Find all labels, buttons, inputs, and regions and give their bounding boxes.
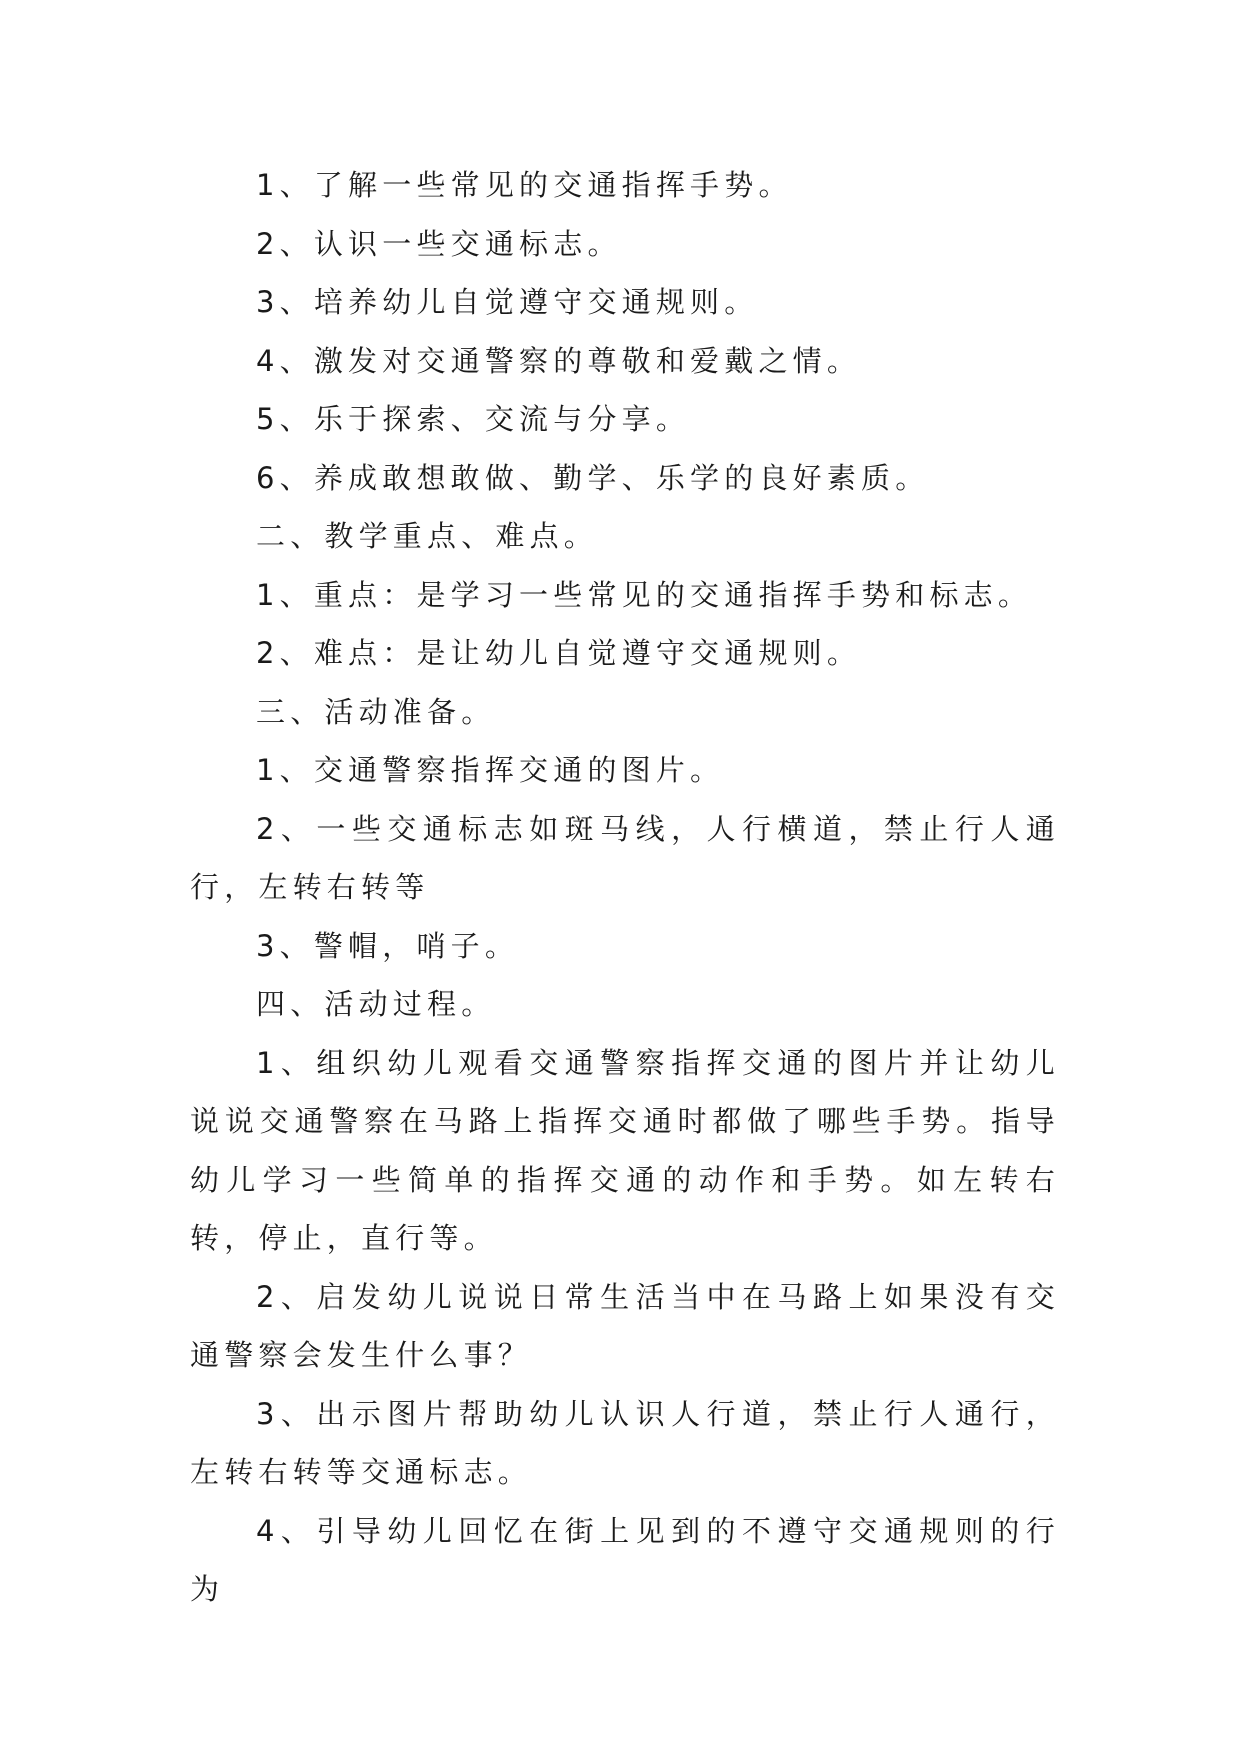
paragraph-process-4: 4、引导幼儿回忆在街上见到的不遵守交通规则的行为 bbox=[190, 1513, 1060, 1606]
paragraph-process-3: 3、出示图片帮助幼儿认识人行道，禁止行人通行，左转右转等交通标志。 bbox=[190, 1396, 1060, 1489]
paragraph-process-1: 1、组织幼儿观看交通警察指挥交通的图片并让幼儿说说交通警察在马路上指挥交通时都做了哪些手势。指导幼儿学习一些简单的指挥交通的动作和手势。如左转右转，停止，直行等。 bbox=[190, 1045, 1060, 1255]
document-body bbox=[190, 156, 1060, 1619]
paragraph-objective-5: 5、乐于探索、交流与分享。 bbox=[256, 402, 691, 436]
paragraph-preparation-2: 2、一些交通标志如斑马线，人行横道，禁止行人通行，左转右转等 bbox=[190, 811, 1060, 904]
paragraph-objective-2: 2、认识一些交通标志。 bbox=[256, 226, 622, 261]
paragraph-objective-3: 3、培养幼儿自觉遵守交通规则。 bbox=[256, 285, 759, 319]
paragraph-objective-6: 6、养成敢想敢做、勤学、乐学的良好素质。 bbox=[256, 460, 930, 495]
paragraph-difficult-point: 2、难点：是让幼儿自觉遵守交通规则。 bbox=[256, 636, 862, 670]
section-heading-key-points: 二、教学重点、难点。 bbox=[256, 519, 599, 553]
paragraph-objective-1: 1、了解一些常见的交通指挥手势。 bbox=[256, 168, 793, 202]
section-heading-preparation: 三、活动准备。 bbox=[256, 694, 496, 729]
paragraph-preparation-3: 3、警帽，哨子。 bbox=[256, 928, 520, 963]
paragraph-process-2: 2、启发幼儿说说日常生活当中在马路上如果没有交通警察会发生什么事？ bbox=[190, 1279, 1060, 1372]
paragraph-key-point: 1、重点：是学习一些常见的交通指挥手势和标志。 bbox=[256, 577, 1033, 612]
paragraph-preparation-1: 1、交通警察指挥交通的图片。 bbox=[256, 753, 725, 787]
section-heading-process: 四、活动过程。 bbox=[256, 987, 496, 1021]
paragraph-objective-4: 4、激发对交通警察的尊敬和爱戴之情。 bbox=[256, 343, 862, 378]
